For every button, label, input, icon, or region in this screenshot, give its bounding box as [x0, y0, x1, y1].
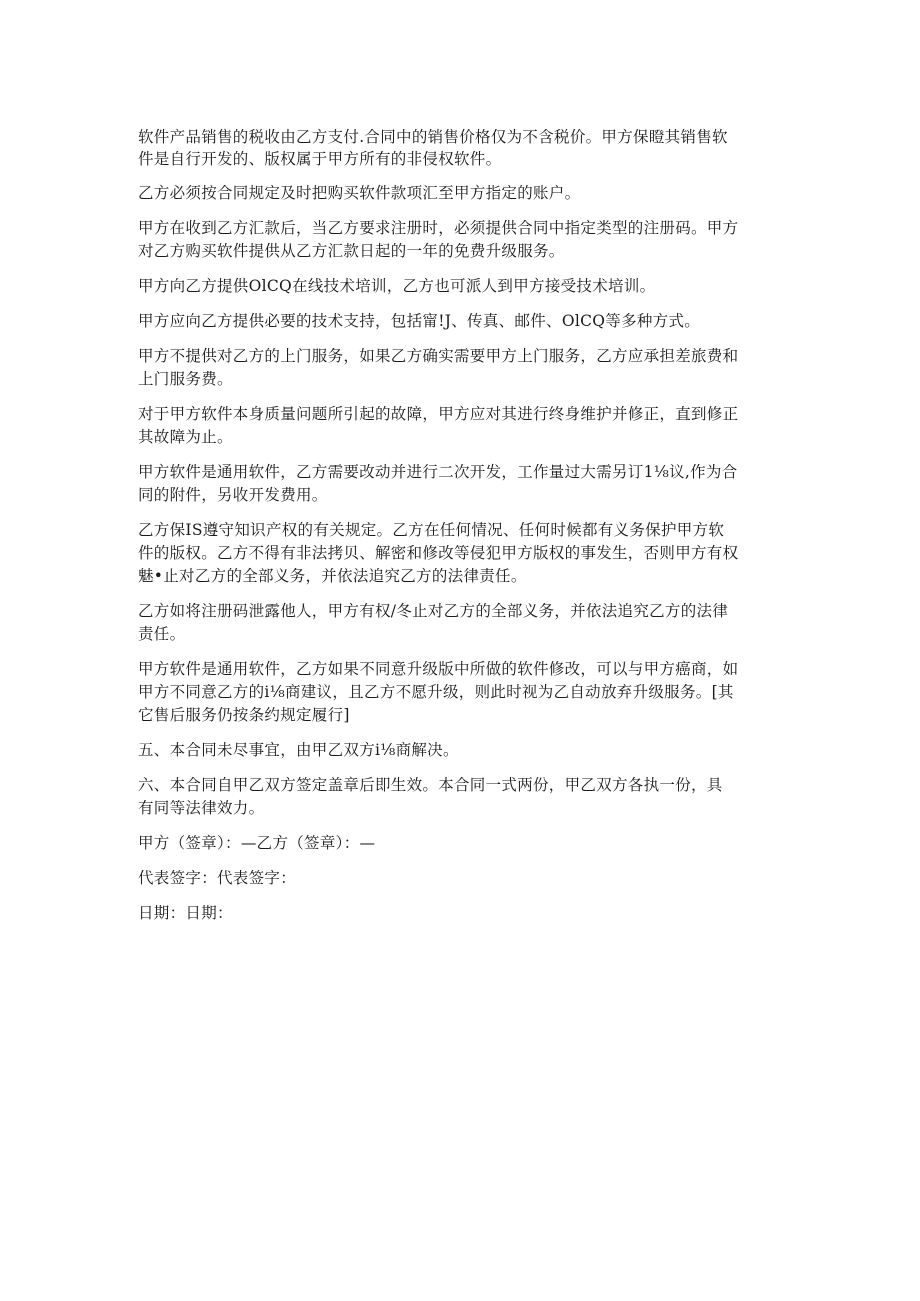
- paragraph-onsite-clause: [138, 345, 788, 391]
- text-line: 乙方如将注册码泄露他人，甲方有权/冬止对乙方的全部义务，并依法追究乙方的法律: [138, 602, 729, 620]
- text-line: 甲方不提供对乙方的上门服务，如果乙方确实需要甲方上门服务，乙方应承担差旅费和: [138, 347, 739, 365]
- text-line: 甲方软件是通用软件，乙方如果不同意升级版中所做的软件修改，可以与甲方癌商，如: [138, 660, 739, 678]
- text-line: 软件产品销售的税收由乙方支付.合同中的销售价格仅为不含税价。甲方保瞪其销售软: [138, 128, 728, 146]
- text-line: 甲方软件是通用软件，乙方需要改动并进行二次开发，工作量过大需另订1⅛议,作为合: [138, 463, 738, 481]
- text-line: 责任。: [138, 625, 186, 643]
- text-line: 代表签字：代表签字：: [138, 869, 297, 887]
- paragraph-section-six: [138, 774, 788, 820]
- representative-line: [138, 867, 788, 890]
- text-line: 甲方（签章）：—乙方（签章）：—: [138, 834, 376, 852]
- text-line: 有同等法律效力。: [138, 799, 265, 817]
- paragraph-section-five: [138, 739, 788, 762]
- document-body: [138, 126, 788, 937]
- text-line: 其故障为止。: [138, 428, 233, 446]
- paragraph-training-clause: [138, 275, 788, 298]
- text-line: 日期：日期：: [138, 904, 233, 922]
- text-line: 六、本合同自甲乙双方签定盖章后即生效。本合同一式两份，甲乙双方各执一份，具: [138, 776, 723, 794]
- text-line: 它售后服务仍按条约规定履行]: [138, 706, 350, 724]
- paragraph-upgrade-clause: [138, 658, 788, 727]
- date-line: [138, 902, 788, 925]
- text-line: 魅•止对乙方的全部义务，并依法追究乙方的法律责任。: [138, 567, 527, 585]
- text-line: 同的附件，另收开发费用。: [138, 486, 328, 504]
- text-line: 甲方向乙方提供OlCQ在线技术培训，乙方也可派人到甲方接受技术培训。: [138, 277, 656, 295]
- text-line: 件是自行开发的、版权属于甲方所有的非侵权软件。: [138, 150, 502, 168]
- paragraph-payment-clause: [138, 182, 788, 205]
- paragraph-leak-clause: [138, 600, 788, 646]
- text-line: 上门服务费。: [138, 370, 233, 388]
- text-line: 乙方保IS遵守知识产权的有关规定。乙方在任何情况、任何时候都有义务保护甲方软: [138, 521, 725, 539]
- paragraph-registration-clause: [138, 217, 788, 263]
- text-line: 对乙方购买软件提供从乙方汇款日起的一年的免费升级服务。: [138, 242, 565, 260]
- paragraph-customization-clause: [138, 461, 788, 507]
- text-line: 甲方应向乙方提供必要的技术支持，包括甯!J、传真、邮件、OlCQ等多种方式。: [138, 312, 701, 330]
- paragraph-tax-clause: [138, 126, 788, 170]
- text-line: 对于甲方软件本身质量问题所引起的故障，甲方应对其进行终身维护并修正，直到修正: [138, 405, 739, 423]
- paragraph-maintenance-clause: [138, 403, 788, 449]
- paragraph-ip-clause: [138, 519, 788, 588]
- paragraph-support-clause: [138, 310, 788, 333]
- signature-line: [138, 832, 788, 855]
- text-line: 甲方在收到乙方汇款后，当乙方要求注册时，必须提供合同中指定类型的注册码。甲方: [138, 219, 739, 237]
- text-line: 五、本合同未尽事宜，由甲乙双方i⅛商解决。: [138, 741, 459, 759]
- text-line: 乙方必须按合同规定及时把购买软件款项汇至甲方指定的账户。: [138, 184, 581, 202]
- text-line: 件的版权。乙方不得有非法拷贝、解密和修改等侵犯甲方版权的事发生，否则甲方有权: [138, 544, 739, 562]
- text-line: 甲方不同意乙方的i⅛商建议，且乙方不愿升级，则此时视为乙自动放弃升级服务。[其: [138, 683, 734, 701]
